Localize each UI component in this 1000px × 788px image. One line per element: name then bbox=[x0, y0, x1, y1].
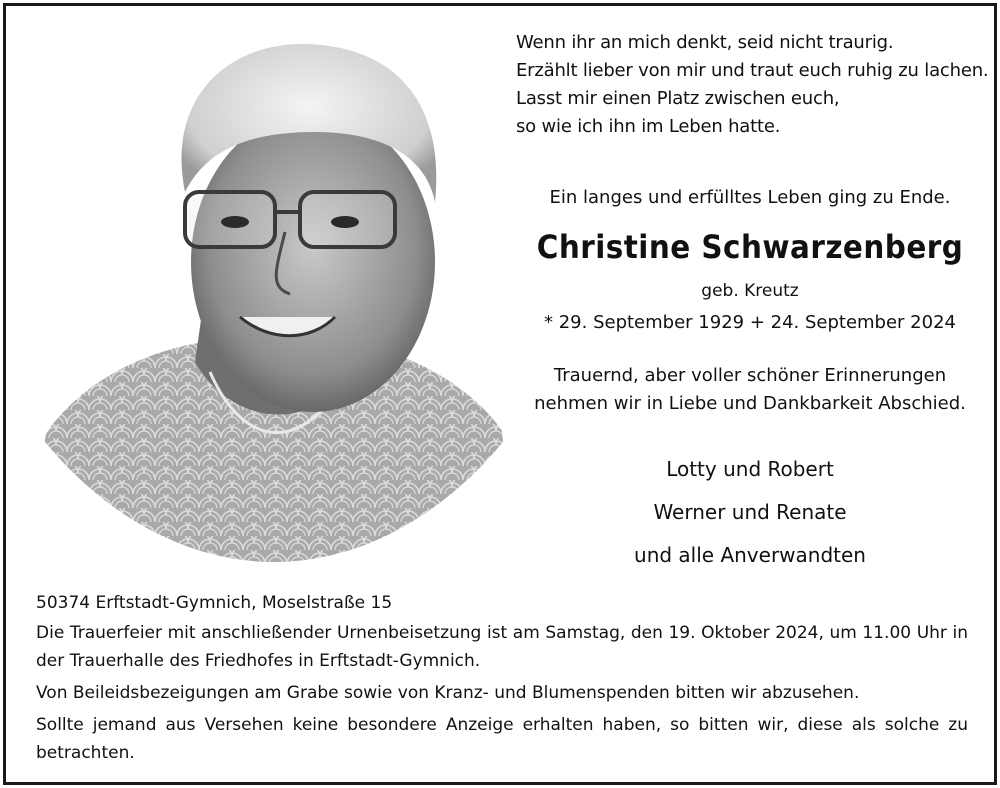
details-section bbox=[36, 589, 968, 771]
portrait-photo bbox=[45, 32, 503, 562]
intro-line: Ein langes und erfülltes Leben ging zu Ende. bbox=[549, 187, 951, 208]
life-dates: * 29. September 1929 + 24. September 2024 bbox=[544, 312, 956, 333]
mourning-text bbox=[500, 362, 1000, 418]
poem-line: so wie ich ihn im Leben hatte. bbox=[516, 116, 781, 137]
family-signatures bbox=[500, 448, 1000, 577]
poem-line: Wenn ihr an mich denkt, seid nicht traurig. bbox=[516, 32, 894, 53]
mourning-line: nehmen wir in Liebe und Dankbarkeit Abschied. bbox=[534, 393, 966, 414]
poem bbox=[516, 29, 989, 141]
mourning-line: Trauernd, aber voller schöner Erinnerungen bbox=[553, 365, 947, 386]
family-line: und alle Anverwandten bbox=[634, 543, 866, 567]
deceased-name: Christine Schwarzenberg bbox=[536, 228, 964, 266]
condolence-note: Von Beileidsbezeigungen am Grabe sowie von Kranz- und Blumenspenden bitten wir abzusehen. bbox=[36, 683, 860, 703]
family-line: Werner und Renate bbox=[653, 500, 847, 524]
address: 50374 Erftstadt-Gymnich, Moselstraße 15 bbox=[36, 593, 393, 613]
poem-line: Lasst mir einen Platz zwischen euch, bbox=[516, 88, 840, 109]
birth-name: geb. Kreutz bbox=[701, 281, 799, 301]
notice-note: Sollte jemand aus Versehen keine besondere Anzeige erhalten haben, so bitten wir, diese als solche zu betrachten. bbox=[36, 715, 968, 763]
poem-line: Erzählt lieber von mir und traut euch ruhig zu lachen. bbox=[516, 60, 989, 81]
ceremony-info: Die Trauerfeier mit anschließender Urnenbeisetzung ist am Samstag, den 19. Oktober 2024, um 11.00 Uhr in der Trauerhalle des Friedhofes in Erftstadt-Gymnich. bbox=[36, 623, 968, 671]
family-line: Lotty und Robert bbox=[666, 457, 834, 481]
